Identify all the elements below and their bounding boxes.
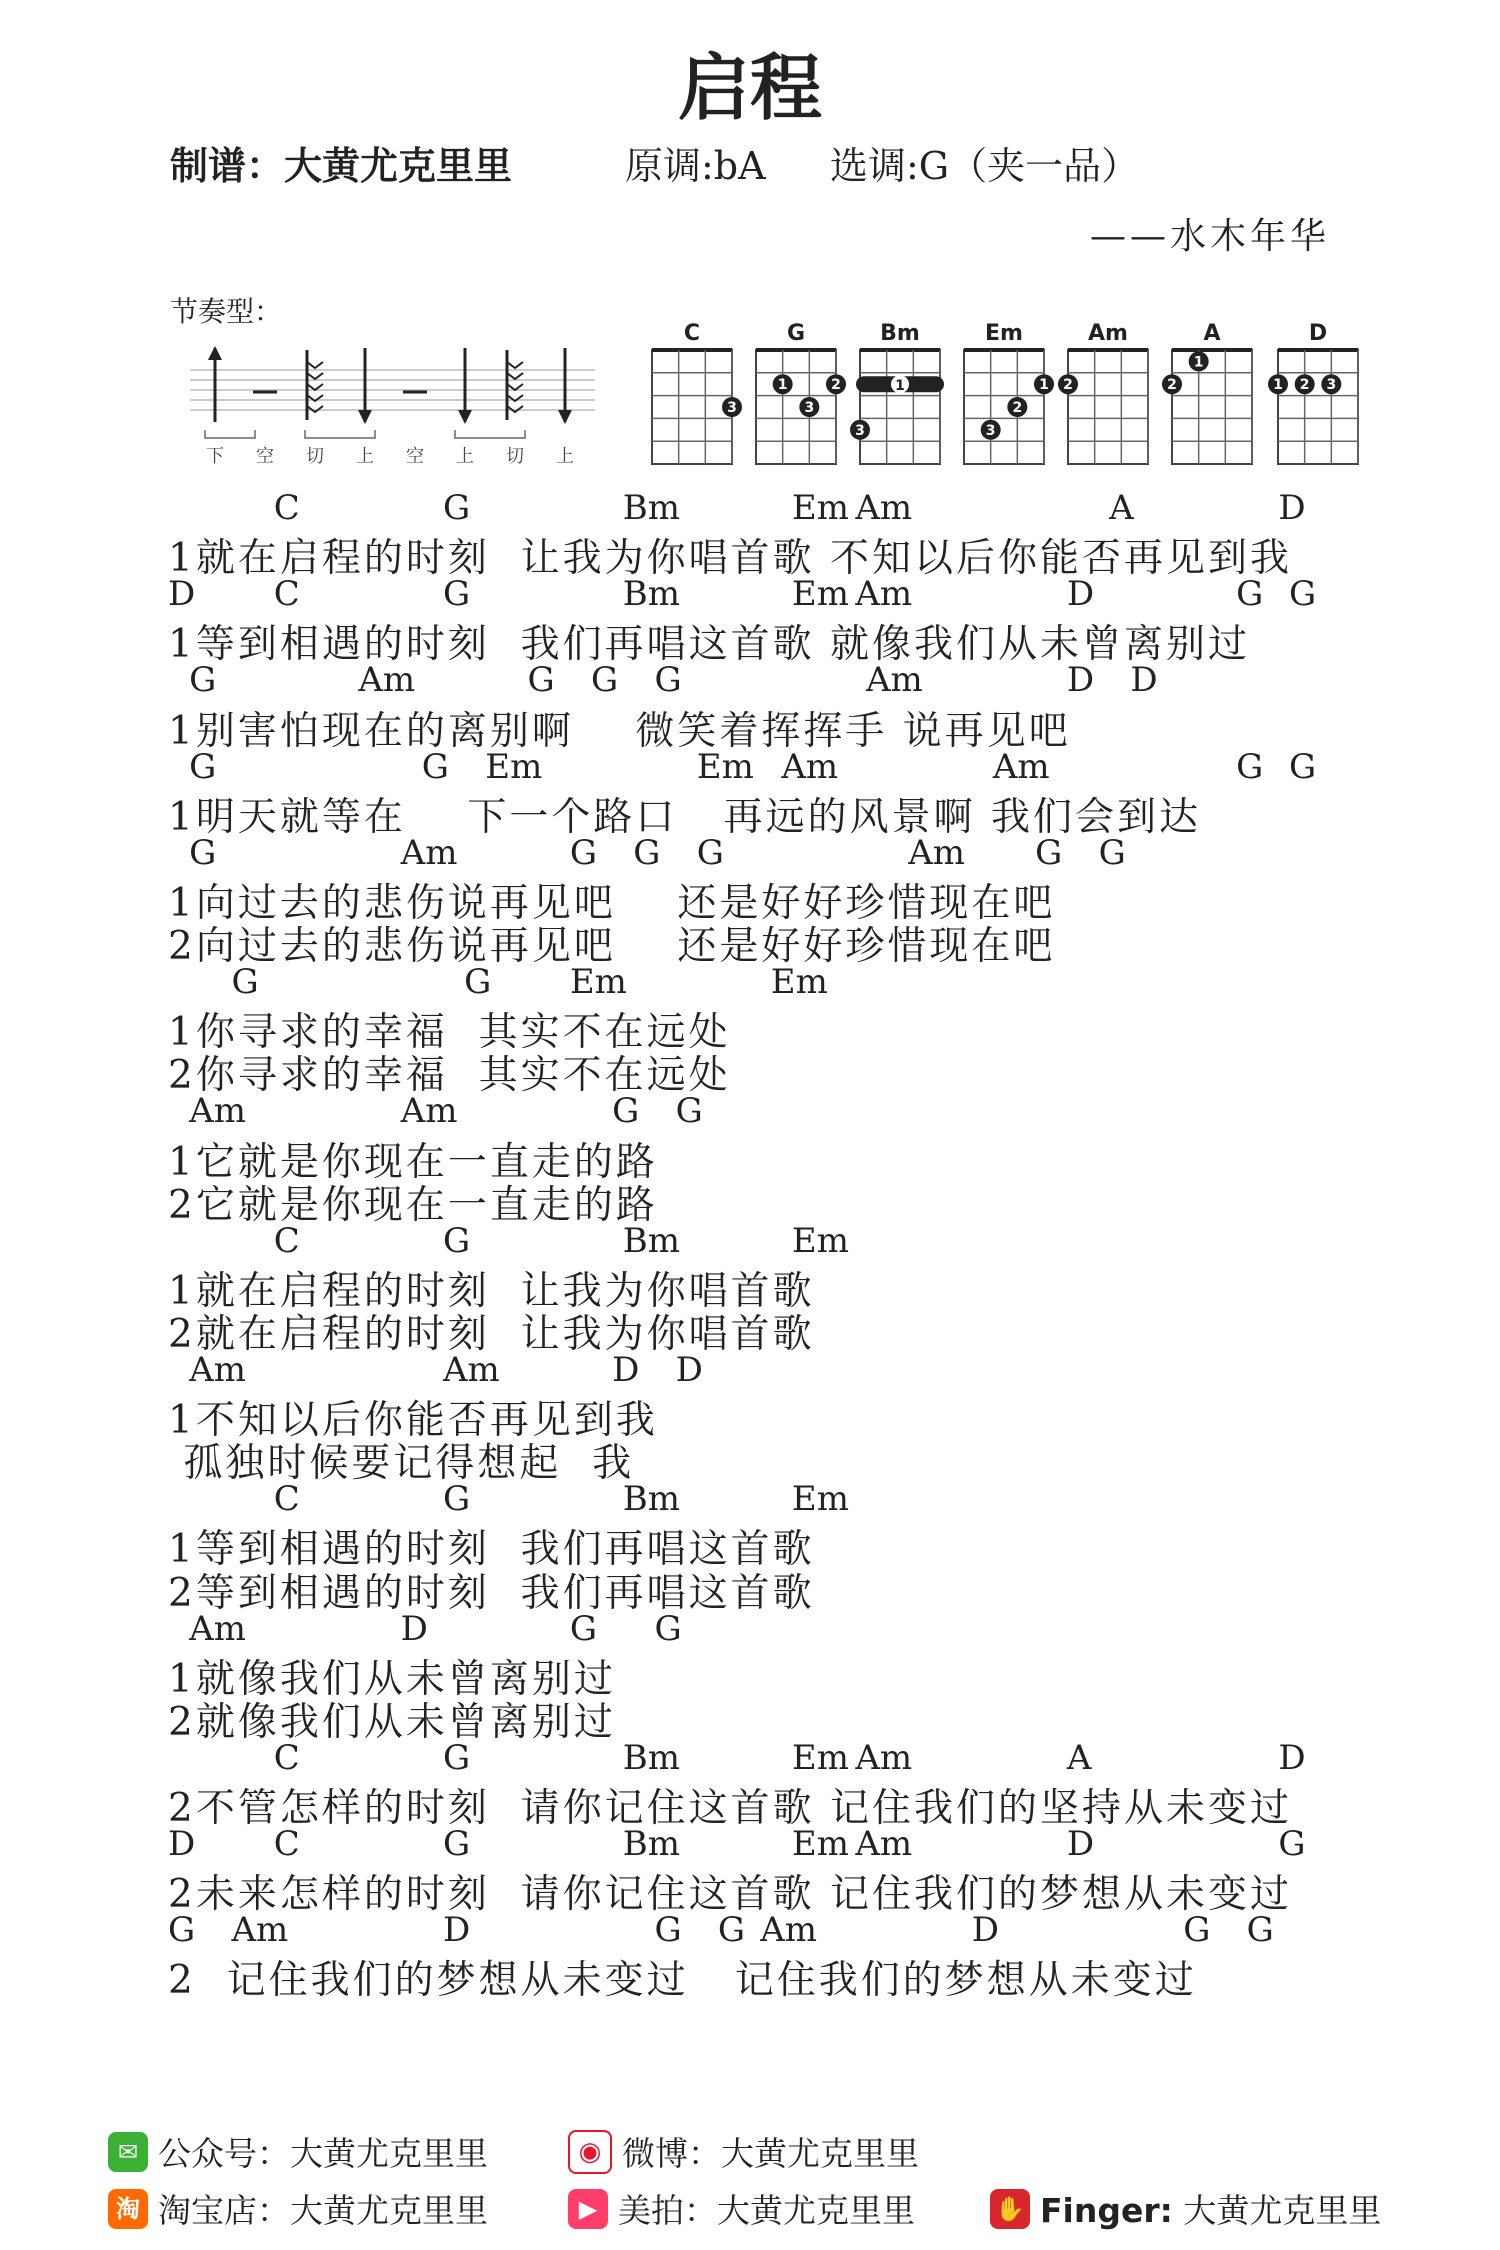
footer-wechat [108, 2128, 488, 2176]
chop-mark [307, 384, 323, 390]
chord-label: G [1246, 1910, 1274, 1951]
lyric-text: 2它就是你现在一直走的路 [168, 1182, 658, 1228]
chord-label: Em [791, 1479, 849, 1520]
fretboard [652, 350, 732, 464]
lyric-text: 2不管怎样的时刻 请你记住这首歌 记住我们的坚持从未变过 [168, 1786, 1293, 1831]
lyric-line [0, 1044, 1500, 1099]
chop-mark [307, 373, 323, 379]
wechat-text: 公众号：大黄尤克里里 [158, 2134, 488, 2173]
lyric-line [0, 1131, 1500, 1185]
finger-text: 大黄尤克里里 [1183, 2191, 1382, 2230]
lyric-text: 2就在启程的时刻 让我为你唱首歌 [168, 1311, 815, 1357]
beat-bracket [205, 430, 255, 438]
arrow-head [358, 410, 372, 424]
chord-label: G [696, 832, 724, 873]
lyric-text: 2等到相遇的时刻 我们再唱这首歌 [168, 1570, 815, 1616]
chord-label: Am [855, 1737, 913, 1778]
chord-name: Em [985, 321, 1023, 346]
meipai-icon: ▶ [568, 2189, 608, 2229]
finger-number: 3 [985, 422, 996, 439]
fretboard [1278, 350, 1358, 464]
finger-number: 1 [1273, 377, 1283, 394]
fretboard [1068, 350, 1148, 464]
chord-am [1058, 321, 1148, 464]
beat-label: 空 [256, 446, 274, 467]
chord-label: D [1278, 1737, 1306, 1778]
chop-mark [307, 406, 323, 412]
chord-label: G [189, 832, 217, 873]
beat-bracket [305, 430, 375, 438]
chord-label: D [168, 1824, 196, 1865]
chord-label: D [612, 1350, 640, 1390]
chord-line [0, 1479, 1500, 1522]
chord-label: D [1066, 660, 1095, 701]
chord-label: G [1035, 832, 1063, 873]
chord-label: Am [442, 1350, 500, 1390]
chord-label: Em [791, 1737, 849, 1778]
lyric-line [0, 1432, 1500, 1487]
beat-label: 上 [456, 446, 474, 467]
chord-label: C [273, 574, 300, 615]
beat-label: 下 [206, 446, 224, 467]
lyric-line [0, 1518, 1500, 1573]
chord-label: D [675, 1350, 703, 1390]
lyric-line [0, 1174, 1500, 1228]
chord-line [0, 1910, 1500, 1953]
fretboard [964, 350, 1044, 464]
chord-label: G [633, 832, 661, 873]
chord-label: Am [400, 832, 458, 873]
chord-label: G [527, 660, 555, 701]
chord-label: Em [791, 1824, 849, 1865]
chord-name: C [683, 321, 701, 346]
chord-label: G [1278, 1824, 1306, 1865]
chord-label: G [654, 1910, 682, 1951]
fretboard [1172, 350, 1252, 464]
chord-label: Bm [622, 488, 680, 528]
chord-name: A [1203, 321, 1221, 346]
chord-line [0, 747, 1500, 790]
chord-label: Em [485, 746, 543, 787]
chord-label: G [569, 832, 598, 873]
chord-em [964, 321, 1054, 464]
lyric-text: 1别害怕现在的离别啊 微笑着挥挥手 说再见吧 [168, 708, 1071, 754]
chord-name: G [786, 321, 806, 346]
lyric-line [0, 1303, 1500, 1357]
chop-mark [507, 373, 523, 379]
taobao-text: 淘宝店：大黄尤克里里 [158, 2191, 488, 2230]
chord-bm [850, 321, 944, 464]
chord-label: Am [760, 1910, 817, 1951]
chord-line [0, 833, 1500, 876]
arranger: 制谱：大黄尤克里里 [170, 144, 513, 188]
chord-label: D [1066, 1824, 1095, 1865]
beat-label: 切 [506, 446, 524, 467]
chord-label: Em [569, 962, 627, 1003]
weibo-icon: ◉ [568, 2130, 612, 2174]
chord-label: Am [992, 746, 1050, 787]
chord-line [0, 1824, 1500, 1867]
chord-label: G [442, 1824, 471, 1865]
chord-line [0, 660, 1500, 703]
chord-line [0, 1350, 1500, 1393]
beat-label: 上 [556, 446, 574, 467]
chord-label: Am [358, 660, 416, 701]
lyric-line [0, 1863, 1500, 1918]
arrow-head [558, 410, 572, 424]
chord-label: Em [791, 488, 849, 528]
chord-label: Am [189, 1608, 246, 1649]
selected-key: 选调:G（夹一品） [830, 144, 1140, 188]
lyric-line [0, 1691, 1500, 1745]
chord-label: D [1066, 574, 1095, 615]
lyric-text: 1明天就等在 下一个路口 再远的风景啊 我们会到达 [168, 794, 1201, 840]
singer: ——水木年华 [1089, 216, 1330, 257]
chord-label: G [569, 1608, 598, 1649]
chord-label: G [442, 574, 471, 615]
chord-label: G [717, 1910, 746, 1951]
chord-label: G [591, 660, 619, 701]
lyric-text: 2向过去的悲伤说再见吧 还是好好珍惜现在吧 [168, 924, 1056, 969]
chord-label: Em [791, 574, 849, 615]
chord-label: G [1183, 1910, 1211, 1951]
lyric-line [0, 1777, 1500, 1831]
chord-label: Am [865, 660, 923, 701]
finger-number: 1 [1193, 354, 1204, 371]
chord-label: G [612, 1091, 640, 1132]
chord-label: G [231, 962, 259, 1003]
chord-label: G [168, 1910, 196, 1951]
chord-g [756, 321, 846, 464]
finger-number: 2 [1012, 400, 1023, 416]
original-key: 原调:bA [625, 144, 766, 188]
chord-label: A [1109, 488, 1134, 528]
lyric-text: 1不知以后你能否再见到我 [168, 1398, 658, 1444]
arrow-head [458, 410, 472, 424]
chord-label: Am [231, 1910, 289, 1951]
lyric-line [0, 1001, 1500, 1056]
lyric-text: 1等到相遇的时刻 我们再唱这首歌 就像我们从未曾离别过 [168, 622, 1251, 668]
chord-label: A [1066, 1737, 1092, 1778]
song-meta [170, 135, 1140, 190]
finger-number: 2 [831, 377, 841, 394]
chord-label: C [273, 1737, 300, 1778]
chord-label: G [442, 1220, 471, 1261]
finger-number: 2 [1299, 377, 1310, 394]
lyric-text: 2你寻求的幸福 其实不在远处 [168, 1053, 731, 1099]
lyric-text: 2未来怎样的时刻 请你记住这首歌 记住我们的梦想从未变过 [168, 1872, 1293, 1918]
lyric-line [0, 1389, 1500, 1444]
chord-label: G [421, 746, 449, 787]
chord-label: G [1288, 746, 1317, 787]
chord-label: G [189, 660, 217, 701]
chord-label: Bm [622, 1824, 680, 1865]
chord-label: Am [781, 746, 839, 787]
chord-label: G [1236, 746, 1264, 787]
chord-name: Bm [880, 321, 920, 346]
chord-label: Bm [622, 1737, 680, 1778]
chord-label: G [654, 660, 682, 701]
chord-label: D [168, 574, 196, 615]
chord-label: Am [855, 1824, 913, 1865]
finger-number: 3 [727, 400, 737, 416]
lyric-line [0, 1562, 1500, 1616]
lyric-text: 1就在启程的时刻 让我为你唱首歌 不知以后你能否再见到我 [168, 536, 1293, 582]
chord-label: Em [791, 1220, 849, 1261]
footer-meipai [568, 2185, 915, 2233]
finger-icon: ✋ [990, 2189, 1030, 2229]
lyric-text: 孤独时候要记得想起 我 [168, 1441, 635, 1487]
lyric-line [0, 915, 1500, 969]
chord-label: Am [189, 1350, 246, 1390]
chord-label: G [1098, 832, 1126, 873]
finger-number: 1 [777, 377, 788, 394]
chop-mark [507, 406, 523, 412]
chord-line [0, 1609, 1500, 1652]
chord-d [1268, 321, 1358, 464]
chord-a [1162, 321, 1252, 464]
beat-bracket [455, 430, 525, 438]
chord-line [0, 1091, 1500, 1134]
lyric-line [0, 1648, 1500, 1702]
page-title: 启程 [677, 46, 822, 130]
chord-label: G [442, 1479, 471, 1520]
beat-label: 切 [306, 446, 324, 467]
footer-weibo [568, 2128, 919, 2178]
chord-line [0, 962, 1500, 1005]
lyric-text: 1向过去的悲伤说再见吧 还是好好珍惜现在吧 [168, 880, 1056, 926]
lyric-text: 1等到相遇的时刻 我们再唱这首歌 [168, 1527, 815, 1573]
lyric-text: 1你寻求的幸福 其实不在远处 [168, 1010, 731, 1056]
fretboard [756, 350, 836, 464]
rhythm-label: 节奏型： [170, 295, 283, 328]
rhythm-pattern [185, 340, 605, 470]
chord-label: C [273, 488, 300, 528]
chord-label: Em [696, 746, 754, 787]
chord-label: G [464, 962, 492, 1003]
wechat-icon: ✉ [108, 2132, 148, 2172]
weibo-text: 微博：大黄尤克里里 [622, 2134, 919, 2173]
footer-taobao [108, 2185, 488, 2233]
lyric-line [0, 700, 1500, 754]
chop-mark [507, 384, 523, 390]
chord-label: D [1130, 660, 1158, 701]
lyric-line [0, 613, 1500, 668]
chord-label: G [189, 746, 217, 787]
chord-label: Am [189, 1091, 246, 1132]
footer-finger [990, 2185, 1381, 2233]
chord-label: Am [400, 1091, 458, 1132]
meipai-text: 美拍：大黄尤克里里 [618, 2191, 915, 2230]
lyric-text: 2就像我们从未曾离别过 [168, 1699, 616, 1745]
chord-diagrams [650, 318, 1370, 478]
chord-label: G [442, 488, 471, 528]
chord-label: Bm [622, 1479, 680, 1520]
finger-label: Finger: [1040, 2191, 1173, 2230]
lyric-line [0, 1949, 1500, 2004]
finger-number: 3 [804, 400, 815, 416]
lyric-text: 1就像我们从未曾离别过 [168, 1656, 616, 1702]
lyric-text: 1它就是你现在一直走的路 [168, 1139, 658, 1185]
chord-label: D [400, 1608, 428, 1649]
chord-label: D [442, 1910, 471, 1951]
chord-c [652, 321, 742, 464]
chord-line [0, 488, 1500, 531]
lyric-line [0, 786, 1500, 840]
chop-mark [507, 362, 523, 368]
chop-mark [307, 362, 323, 368]
finger-number: 3 [1326, 377, 1337, 394]
chord-name: D [1308, 321, 1328, 346]
chord-line [0, 574, 1500, 617]
finger-number: 1 [1039, 377, 1049, 394]
arrow-head [208, 346, 222, 360]
chord-line [0, 1738, 1500, 1781]
chord-label: G [1236, 574, 1264, 615]
lyric-line [0, 872, 1500, 926]
chord-label: G [442, 1737, 471, 1778]
lyric-line [0, 527, 1500, 582]
chord-label: C [273, 1824, 300, 1865]
chord-label: C [273, 1479, 300, 1520]
fretboard [860, 350, 940, 464]
chord-line [0, 1221, 1500, 1264]
chord-label: Am [855, 574, 913, 615]
lyric-text: 2 记住我们的梦想从未变过 记住我们的梦想从未变过 [168, 1958, 1197, 2004]
chord-label: C [273, 1220, 300, 1261]
finger-number: 2 [1167, 377, 1177, 394]
chord-label: Bm [622, 1220, 680, 1261]
beat-label: 上 [356, 446, 374, 467]
taobao-icon: 淘 [108, 2189, 148, 2229]
beat-label: 空 [406, 446, 424, 467]
chord-name: Am [1088, 321, 1128, 346]
finger-number: 2 [1063, 377, 1073, 394]
chord-label: G [1288, 574, 1317, 615]
chord-label: Bm [622, 574, 680, 615]
chord-label: Am [908, 832, 966, 873]
lyric-text: 1就在启程的时刻 让我为你唱首歌 [168, 1268, 815, 1314]
chord-label: G [675, 1091, 703, 1132]
lyric-line [0, 1260, 1500, 1314]
finger-number: 3 [855, 422, 865, 439]
chord-label: D [971, 1910, 999, 1951]
chord-label: Em [770, 962, 828, 1003]
chord-label: Am [855, 488, 913, 528]
chord-label: G [654, 1608, 682, 1649]
finger-number: 1 [895, 378, 905, 395]
chord-label: D [1278, 488, 1306, 528]
